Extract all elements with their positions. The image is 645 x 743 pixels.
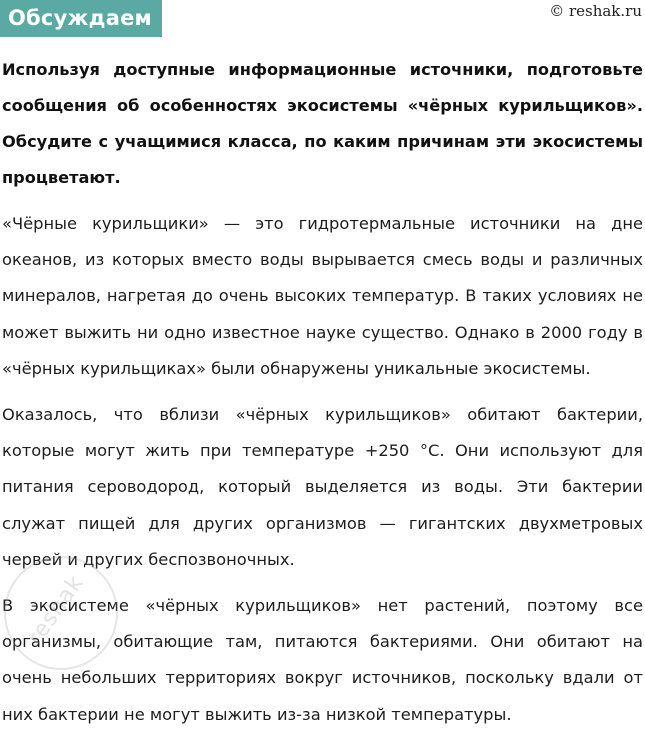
answer-paragraph-3: В экосистеме «чёрных курильщиков» нет растений, поэтому все организмы, обитающие там, питаются бактериями. Они обитают на очень небольших территориях вокруг источников, поскольку вдали от них бактерии не могут выжить из-за низкой температуры. — [2, 596, 643, 724]
copyright-text: © reshak.ru — [549, 2, 642, 20]
page-content — [2, 52, 643, 743]
task-text: Используя доступные информационные источники, подготовьте сообщения об особенностях экосистемы «чёрных курильщиков». Обсудите с учащимися класса, по каким причинам эти экосистемы процветают. — [2, 60, 643, 187]
watermark-stamp: reshak — [4, 556, 118, 670]
answer-paragraph-1: «Чёрные курильщики» — это гидротермальные источники на дне океанов, из которых вместо воды вырывается смесь воды и различных минералов, нагретая до очень высоких температур. В таких условиях не может выжить ни одно известное науке существо. Однако в 2000 году в «чёрных курильщиках» были обнаружены уникальные экосистемы. — [2, 214, 643, 378]
answer-paragraph-2: Оказалось, что вблизи «чёрных курильщиков» обитают бактерии, которые могут жить при температуре +250 °С. Они используют для питания сероводород, который выделяется из воды. Эти бактерии служат пищей для других организмов — гигантских двухметровых червей и других беспозвоночных. — [2, 405, 643, 569]
section-badge: Обсуждаем — [0, 0, 162, 37]
